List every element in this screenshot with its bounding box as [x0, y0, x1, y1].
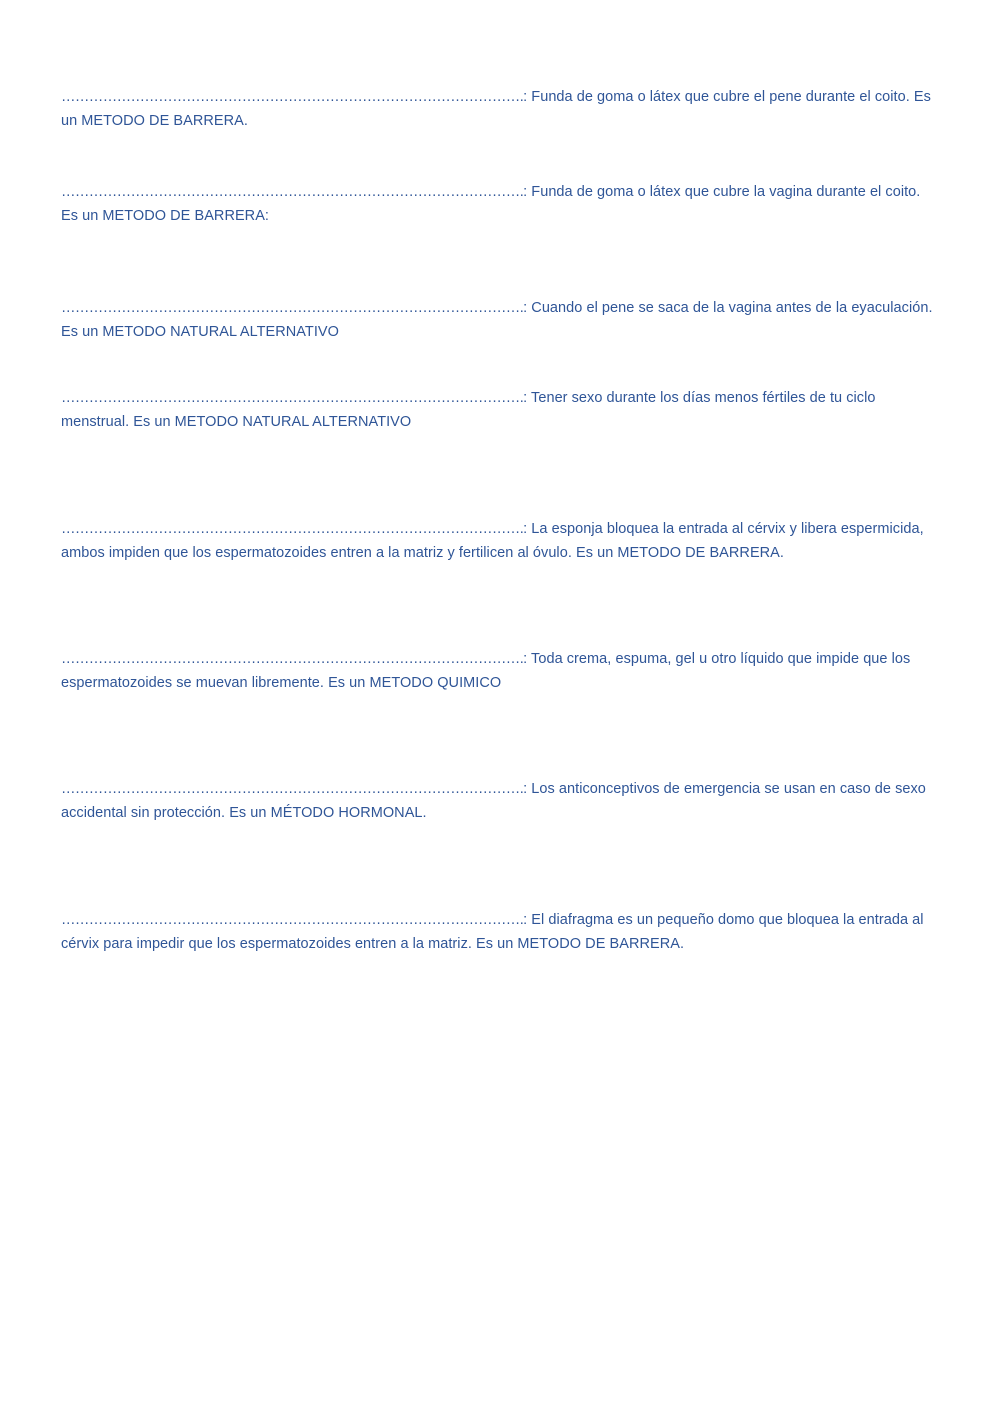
question-item: [61, 909, 941, 956]
answer-blank: ……………………………………………………………………………………….: [61, 781, 524, 797]
question-item: [61, 778, 941, 825]
question-item: [61, 181, 941, 228]
question-item: [61, 297, 941, 344]
answer-blank-wrapper: [61, 778, 523, 802]
question-item: [61, 648, 941, 695]
answer-blank: ……………………………………………………………………………………….: [61, 89, 524, 105]
answer-input[interactable]: [61, 911, 453, 931]
question-text: : Los anticonceptivos de emergencia se usan en caso de sexo accidental sin protección. Es un MÉTODO HORMONAL.: [61, 781, 926, 821]
answer-blank-wrapper: [61, 648, 523, 672]
question-item: [61, 86, 941, 133]
answer-input[interactable]: [61, 88, 453, 108]
question-text: : Tener sexo durante los días menos fértiles de tu ciclo menstrual. Es un METODO NATURAL ALTERNATIVO: [61, 390, 876, 430]
answer-input[interactable]: [61, 520, 453, 540]
answer-blank-wrapper: [61, 86, 523, 110]
answer-blank-wrapper: [61, 297, 523, 321]
answer-blank: ……………………………………………………………………………………….: [61, 912, 524, 928]
answer-blank-wrapper: [61, 518, 523, 542]
question-text: : El diafragma es un pequeño domo que bloquea la entrada al cérvix para impedir que los espermatozoides entren a la matriz. Es un METODO DE BARRERA.: [61, 912, 924, 952]
answer-blank-wrapper: [61, 181, 523, 205]
answer-blank: ……………………………………………………………………………………….: [61, 390, 524, 406]
answer-blank-wrapper: [61, 387, 523, 411]
question-text: : La esponja bloquea la entrada al cérvix y libera espermicida, ambos impiden que los espermatozoides entren a la matriz y fertilicen al óvulo. Es un METODO DE BARRERA.: [61, 521, 924, 561]
answer-blank: ……………………………………………………………………………………….: [61, 651, 524, 667]
answer-blank: ……………………………………………………………………………………….: [61, 300, 524, 316]
answer-blank-wrapper: [61, 909, 523, 933]
question-text: : Toda crema, espuma, gel u otro líquido que impide que los espermatozoides se muevan libremente. Es un METODO QUIMICO: [61, 651, 911, 691]
answer-input[interactable]: [61, 650, 453, 670]
answer-input[interactable]: [61, 780, 453, 800]
answer-blank: ……………………………………………………………………………………….: [61, 184, 524, 200]
answer-input[interactable]: [61, 389, 453, 409]
question-item: [61, 387, 941, 434]
question-text: : Cuando el pene se saca de la vagina antes de la eyaculación. Es un METODO NATURAL ALTERNATIVO: [61, 300, 933, 340]
question-text: : Funda de goma o látex que cubre la vagina durante el coito. Es un METODO DE BARRERA:: [61, 184, 921, 224]
answer-blank: ……………………………………………………………………………………….: [61, 521, 524, 537]
answer-input[interactable]: [61, 299, 453, 319]
question-item: [61, 518, 941, 565]
question-text: : Funda de goma o látex que cubre el pene durante el coito. Es un METODO DE BARRERA.: [61, 89, 931, 129]
answer-input[interactable]: [61, 183, 453, 203]
